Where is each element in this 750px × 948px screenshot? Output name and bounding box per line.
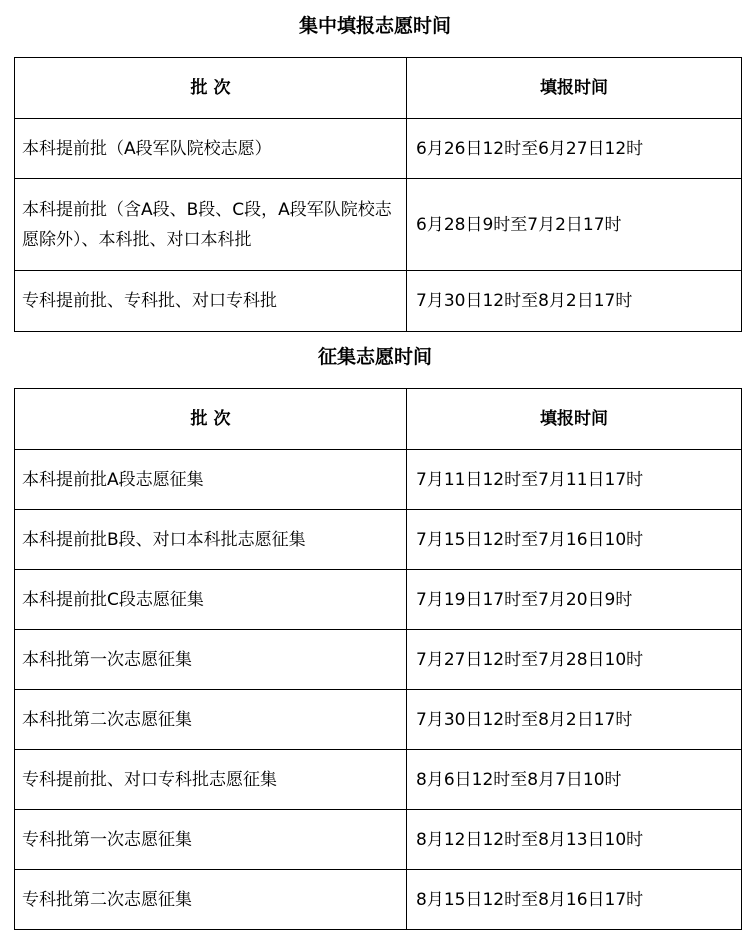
table-row (15, 630, 742, 690)
batch-cell: 专科批第一次志愿征集 (15, 810, 407, 870)
table-row (15, 810, 742, 870)
time-cell: 7月19日17时至7月20日9时 (407, 570, 742, 630)
time-cell: 7月30日12时至8月2日17时 (407, 271, 742, 332)
time-cell: 7月30日12时至8月2日17时 (407, 690, 742, 750)
column-header-filling-time: 填报时间 (407, 389, 742, 450)
table-row (15, 570, 742, 630)
time-cell: 6月28日9时至7月2日17时 (407, 179, 742, 271)
table-row (15, 179, 742, 271)
time-cell: 7月15日12时至7月16日10时 (407, 510, 742, 570)
batch-cell: 专科提前批、对口专科批志愿征集 (15, 750, 407, 810)
section-title-centralized-filling: 集中填报志愿时间 (298, 15, 451, 37)
batch-cell: 专科提前批、专科批、对口专科批 (15, 271, 407, 332)
column-header-batch: 批 次 (15, 58, 407, 119)
table-row (15, 510, 742, 570)
column-header-filling-time: 填报时间 (407, 58, 742, 119)
time-cell: 6月26日12时至6月27日12时 (407, 119, 742, 179)
section-title-solicitation: 征集志愿时间 (317, 346, 432, 368)
batch-cell: 本科批第二次志愿征集 (15, 690, 407, 750)
batch-cell: 本科提前批（含A段、B段、C段，A段军队院校志愿除外）、本科批、对口本科批 (15, 179, 407, 271)
table-header-row (15, 58, 742, 119)
table-row (15, 119, 742, 179)
table-row (15, 271, 742, 332)
batch-cell: 本科批第一次志愿征集 (15, 630, 407, 690)
time-cell: 8月12日12时至8月13日10时 (407, 810, 742, 870)
time-cell: 7月11日12时至7月11日17时 (407, 450, 742, 510)
time-cell: 8月15日12时至8月16日17时 (407, 870, 742, 930)
column-header-batch: 批 次 (15, 389, 407, 450)
batch-cell: 本科提前批C段志愿征集 (15, 570, 407, 630)
table-row (15, 450, 742, 510)
table-header-row (15, 389, 742, 450)
batch-cell: 本科提前批B段、对口本科批志愿征集 (15, 510, 407, 570)
centralized-filling-table (14, 57, 742, 332)
time-cell: 8月6日12时至8月7日10时 (407, 750, 742, 810)
table-row (15, 690, 742, 750)
table-row (15, 750, 742, 810)
batch-cell: 本科提前批A段志愿征集 (15, 450, 407, 510)
batch-cell: 专科批第二次志愿征集 (15, 870, 407, 930)
solicitation-table (14, 388, 742, 930)
batch-cell: 本科提前批（A段军队院校志愿） (15, 119, 407, 179)
table-row (15, 870, 742, 930)
time-cell: 7月27日12时至7月28日10时 (407, 630, 742, 690)
